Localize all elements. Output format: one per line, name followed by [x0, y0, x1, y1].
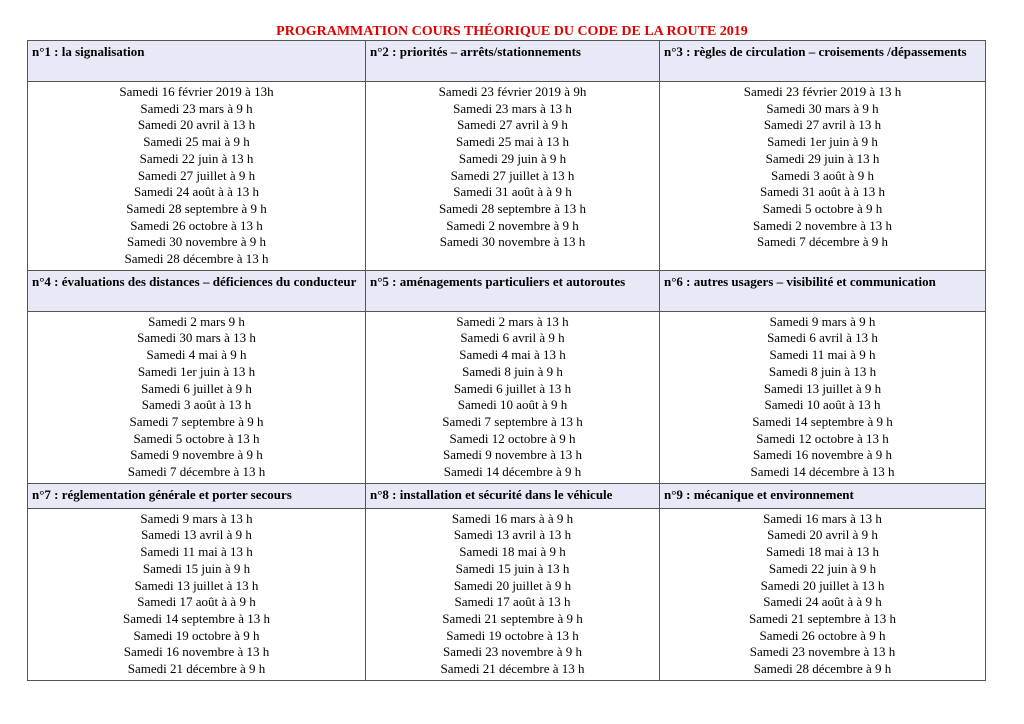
session-date: Samedi 6 juillet à 13 h — [453, 380, 572, 396]
session-date: Samedi 16 novembre à 13 h — [123, 644, 270, 660]
session-date: Samedi 21 septembre à 13 h — [749, 610, 896, 626]
session-date: Samedi 14 décembre à 9 h — [443, 464, 582, 480]
session-date: Samedi 16 mars à à 9 h — [451, 510, 574, 526]
section-header-row — [28, 483, 986, 508]
section-heading: n°5 : aménagements particuliers et autoroutes — [366, 270, 660, 311]
session-date: Samedi 2 novembre à 9 h — [446, 217, 579, 233]
session-date: Samedi 3 août à 9 h — [771, 167, 874, 183]
session-date: Samedi 29 juin à 13 h — [765, 150, 880, 166]
session-date: Samedi 8 juin à 9 h — [462, 363, 563, 379]
session-date: Samedi 17 août à à 9 h — [137, 594, 256, 610]
session-date: Samedi 13 avril à 9 h — [141, 527, 252, 543]
session-date: Samedi 2 novembre à 13 h — [753, 217, 892, 233]
session-date: Samedi 7 décembre à 9 h — [756, 234, 889, 250]
section-dates-row — [28, 311, 986, 483]
session-date: Samedi 30 mars à 9 h — [766, 100, 879, 116]
session-date: Samedi 14 décembre à 13 h — [750, 464, 895, 480]
session-date: Samedi 15 juin à 13 h — [455, 560, 570, 576]
session-date: Samedi 13 juillet à 13 h — [134, 577, 259, 593]
schedule-table — [27, 40, 986, 681]
section-heading: n°1 : la signalisation — [28, 41, 366, 82]
session-date: Samedi 15 juin à 9 h — [142, 560, 251, 576]
session-date: Samedi 16 mars à 13 h — [763, 510, 882, 526]
session-date: Samedi 21 septembre à 9 h — [442, 610, 583, 626]
date-list — [660, 508, 986, 680]
section-dates-row — [28, 82, 986, 271]
session-date: Samedi 23 novembre à 9 h — [443, 644, 582, 660]
section-dates-row — [28, 508, 986, 680]
date-list — [28, 508, 366, 680]
session-date: Samedi 25 mai à 9 h — [143, 134, 250, 150]
session-date: Samedi 24 août à à 13 h — [134, 184, 259, 200]
section-heading: n°8 : installation et sécurité dans le véhicule — [366, 483, 660, 508]
session-date: Samedi 12 octobre à 9 h — [449, 430, 576, 446]
session-date: Samedi 5 octobre à 13 h — [133, 430, 260, 446]
date-list — [660, 82, 986, 271]
session-date: Samedi 14 septembre à 9 h — [752, 413, 893, 429]
session-date: Samedi 11 mai à 9 h — [769, 347, 876, 363]
session-date: Samedi 22 juin à 9 h — [768, 560, 877, 576]
session-date: Samedi 27 avril à 13 h — [763, 117, 882, 133]
section-heading: n°6 : autres usagers – visibilité et communication — [660, 270, 986, 311]
session-date: Samedi 18 mai à 9 h — [459, 544, 566, 560]
session-date: Samedi 9 mars à 13 h — [140, 510, 253, 526]
session-date: Samedi 28 décembre à 9 h — [753, 661, 892, 677]
session-date: Samedi 2 mars à 13 h — [456, 313, 569, 329]
section-heading: n°4 : évaluations des distances – déficiences du conducteur — [28, 270, 366, 311]
section-header-row — [28, 270, 986, 311]
date-list — [366, 82, 660, 271]
session-date: Samedi 25 mai à 13 h — [455, 134, 569, 150]
section-header-row — [28, 41, 986, 82]
section-heading: n°7 : réglementation générale et porter secours — [28, 483, 366, 508]
section-heading: n°2 : priorités – arrêts/stationnements — [366, 41, 660, 82]
session-date: Samedi 23 mars à 9 h — [140, 100, 253, 116]
section-heading: n°3 : règles de circulation – croisements /dépassements — [660, 41, 986, 82]
session-date: Samedi 10 août à 13 h — [764, 397, 881, 413]
session-date: Samedi 28 septembre à 9 h — [126, 200, 267, 216]
session-date: Samedi 6 juillet à 9 h — [141, 380, 252, 396]
session-date: Samedi 20 juillet à 13 h — [760, 577, 885, 593]
session-date: Samedi 11 mai à 13 h — [140, 544, 253, 560]
session-date: Samedi 7 septembre à 9 h — [129, 413, 264, 429]
session-date: Samedi 16 février 2019 à 13h — [119, 84, 274, 99]
date-list — [28, 311, 366, 483]
session-date: Samedi 16 novembre à 9 h — [753, 447, 892, 463]
session-date: Samedi 9 mars à 9 h — [769, 313, 876, 329]
session-date: Samedi 27 juillet à 13 h — [450, 167, 575, 183]
session-date: Samedi 21 décembre à 13 h — [440, 661, 585, 677]
session-date: Samedi 5 octobre à 9 h — [762, 200, 883, 216]
session-date: Samedi 27 avril à 9 h — [457, 117, 568, 133]
date-list — [366, 311, 660, 483]
session-date: Samedi 23 mars à 13 h — [453, 100, 572, 116]
session-date: Samedi 7 septembre à 13 h — [442, 413, 583, 429]
session-date: Samedi 31 août à à 9 h — [453, 184, 572, 200]
session-date: Samedi 9 novembre à 13 h — [443, 447, 582, 463]
session-date: Samedi 27 juillet à 9 h — [137, 167, 256, 183]
session-date: Samedi 23 février 2019 à 9h — [438, 84, 587, 99]
session-date: Samedi 28 décembre à 13 h — [124, 251, 269, 267]
session-date: Samedi 31 août à à 13 h — [760, 184, 885, 200]
session-date: Samedi 4 mai à 13 h — [459, 347, 566, 363]
session-date: Samedi 9 novembre à 9 h — [130, 447, 263, 463]
date-list — [366, 508, 660, 680]
session-date: Samedi 6 avril à 13 h — [767, 330, 878, 346]
session-date: Samedi 26 octobre à 13 h — [130, 217, 263, 233]
session-date: Samedi 13 avril à 13 h — [453, 527, 572, 543]
session-date: Samedi 26 octobre à 9 h — [759, 627, 886, 643]
session-date: Samedi 30 novembre à 13 h — [439, 234, 586, 250]
session-date: Samedi 22 juin à 13 h — [139, 150, 254, 166]
session-date: Samedi 19 octobre à 9 h — [133, 627, 260, 643]
session-date: Samedi 14 septembre à 13 h — [123, 610, 270, 626]
date-list — [660, 311, 986, 483]
session-date: Samedi 4 mai à 9 h — [146, 347, 247, 363]
session-date: Samedi 29 juin à 9 h — [458, 150, 567, 166]
session-date: Samedi 2 mars 9 h — [148, 313, 245, 329]
date-list — [28, 82, 366, 271]
section-heading: n°9 : mécanique et environnement — [660, 483, 986, 508]
session-date: Samedi 30 mars à 13 h — [137, 330, 256, 346]
session-date: Samedi 17 août à 13 h — [454, 594, 571, 610]
session-date: Samedi 6 avril à 9 h — [460, 330, 565, 346]
session-date: Samedi 12 octobre à 13 h — [756, 430, 889, 446]
session-date: Samedi 10 août à 9 h — [457, 397, 568, 413]
session-date: Samedi 18 mai à 13 h — [765, 544, 879, 560]
session-date: Samedi 20 avril à 13 h — [137, 117, 256, 133]
session-date: Samedi 7 décembre à 13 h — [127, 464, 266, 480]
session-date: Samedi 28 septembre à 13 h — [439, 200, 586, 216]
session-date: Samedi 23 novembre à 13 h — [749, 644, 896, 660]
session-date: Samedi 8 juin à 13 h — [768, 363, 877, 379]
session-date: Samedi 1er juin à 9 h — [767, 134, 878, 150]
session-date: Samedi 19 octobre à 13 h — [446, 627, 579, 643]
session-date: Samedi 30 novembre à 9 h — [127, 234, 266, 250]
session-date: Samedi 21 décembre à 9 h — [127, 661, 266, 677]
session-date: Samedi 3 août à 13 h — [141, 397, 252, 413]
document-title: PROGRAMMATION COURS THÉORIQUE DU CODE DE LA ROUTE 2019 — [276, 24, 748, 39]
session-date: Samedi 13 juillet à 9 h — [763, 380, 882, 396]
session-date: Samedi 23 février 2019 à 13 h — [743, 84, 902, 99]
session-date: Samedi 20 juillet à 9 h — [453, 577, 572, 593]
session-date: Samedi 1er juin à 13 h — [137, 363, 256, 379]
session-date: Samedi 20 avril à 9 h — [767, 527, 878, 543]
session-date: Samedi 24 août à à 9 h — [763, 594, 882, 610]
